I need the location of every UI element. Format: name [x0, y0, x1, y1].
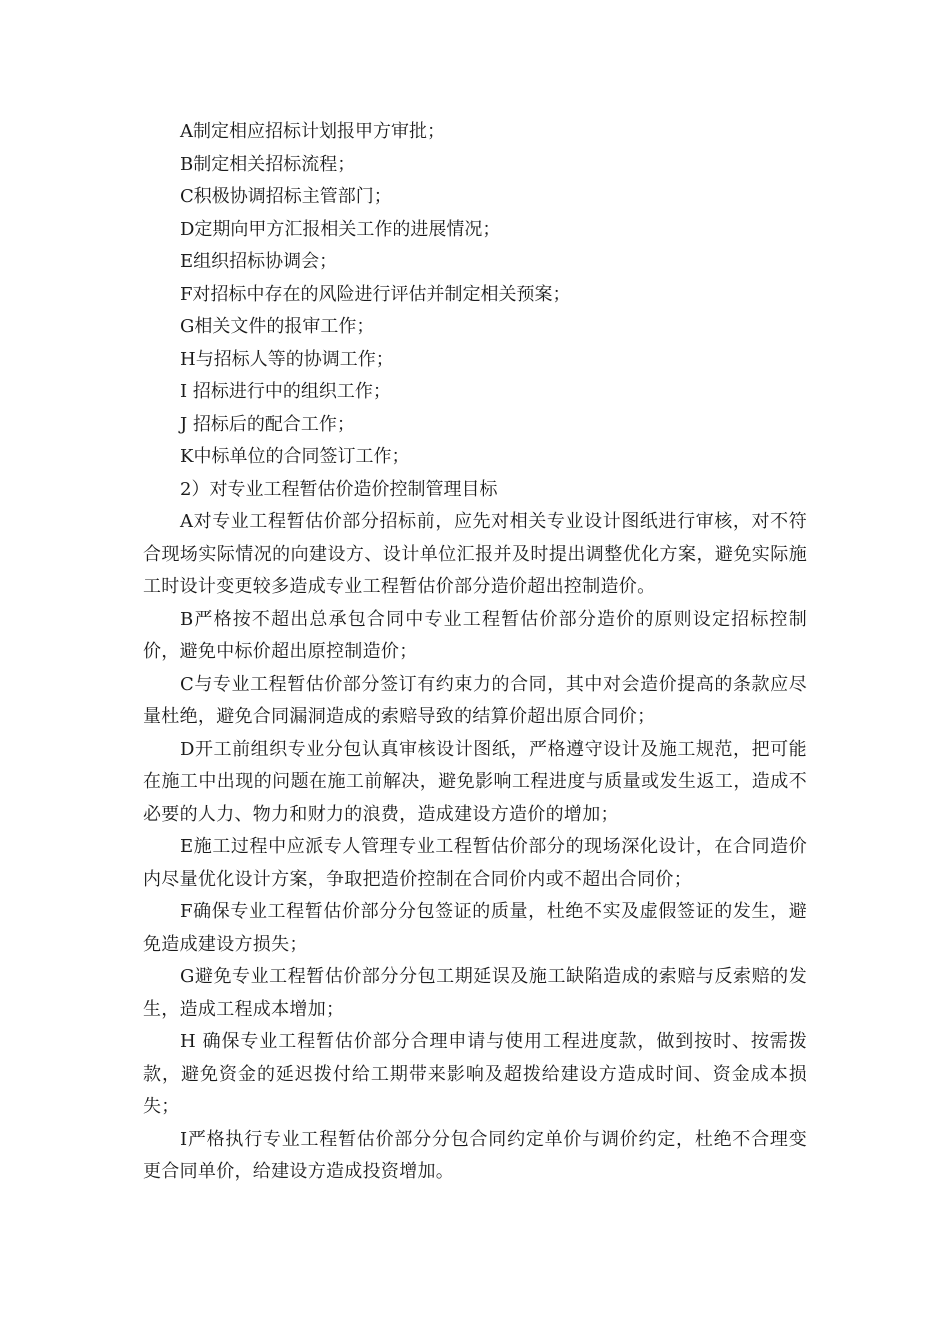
list-item-e: E组织招标协调会；: [180, 251, 338, 272]
paragraph-h: H 确保专业工程暂估价部分合理申请与使用工程进度款，做到按时、按需拨款，避免资金的延迟拨付给工期带来影响及超拨给建设方造成时间、资金成本损失；: [143, 1031, 807, 1117]
list-item-b: B制定相关招标流程；: [180, 153, 356, 175]
list-item-k: K中标单位的合同签订工作；: [180, 446, 410, 467]
paragraph-i: I严格执行专业工程暂估价部分分包合同约定单价与调价约定，杜绝不合理变更合同单价，给建设方造成投资增加。: [143, 1128, 807, 1182]
paragraph-d: D开工前组织专业分包认真审核设计图纸，严格遵守设计及施工规范，把可能在施工中出现的问题在施工前解决，避免影响工程进度与质量或发生返工，造成不必要的人力、物力和财力的浪费，造成建设方造价的增加；: [143, 738, 807, 825]
paragraph-f: F确保专业工程暂估价部分分包签证的质量，杜绝不实及虚假签证的发生，避免造成建设方损失；: [143, 901, 807, 955]
document-body: [143, 116, 807, 1189]
list-item-d: D定期向甲方汇报相关工作的进展情况；: [180, 218, 501, 240]
list-item-j: J 招标后的配合工作；: [180, 413, 355, 435]
list-item-c: C积极协调招标主管部门；: [180, 186, 392, 207]
list-item-f: F对招标中存在的风险进行评估并制定相关预案；: [180, 283, 571, 305]
paragraph-c: C与专业工程暂估价部分签订有约束力的合同，其中对会造价提高的条款应尽量杜绝，避免合同漏洞造成的索赔导致的结算价超出原合同价；: [143, 673, 807, 727]
paragraph-e: E施工过程中应派专人管理专业工程暂估价部分的现场深化设计，在合同造价内尽量优化设计方案，争取把造价控制在合同价内或不超出合同价；: [143, 836, 807, 890]
list-item-g: G相关文件的报审工作；: [180, 316, 375, 337]
list-item-i: I 招标进行中的组织工作；: [180, 381, 391, 402]
list-item-a: A制定相应招标计划报甲方审批；: [180, 121, 445, 142]
paragraph-b: B严格按不超出总承包合同中专业工程暂估价部分造价的原则设定招标控制价，避免中标价超出原控制造价；: [143, 608, 807, 662]
paragraph-a: A对专业工程暂估价部分招标前，应先对相关专业设计图纸进行审核，对不符合现场实际情况的向建设方、设计单位汇报并及时提出调整优化方案，避免实际施工时设计变更较多造成专业工程暂估价部分造价超出控制造价。: [143, 511, 807, 597]
paragraph-g: G避免专业工程暂估价部分分包工期延误及施工缺陷造成的索赔与反索赔的发生，造成工程成本增加；: [143, 966, 807, 1020]
list-item-h: H与招标人等的协调工作；: [180, 348, 394, 370]
section-heading: 2）对专业工程暂估价造价控制管理目标: [180, 478, 498, 500]
